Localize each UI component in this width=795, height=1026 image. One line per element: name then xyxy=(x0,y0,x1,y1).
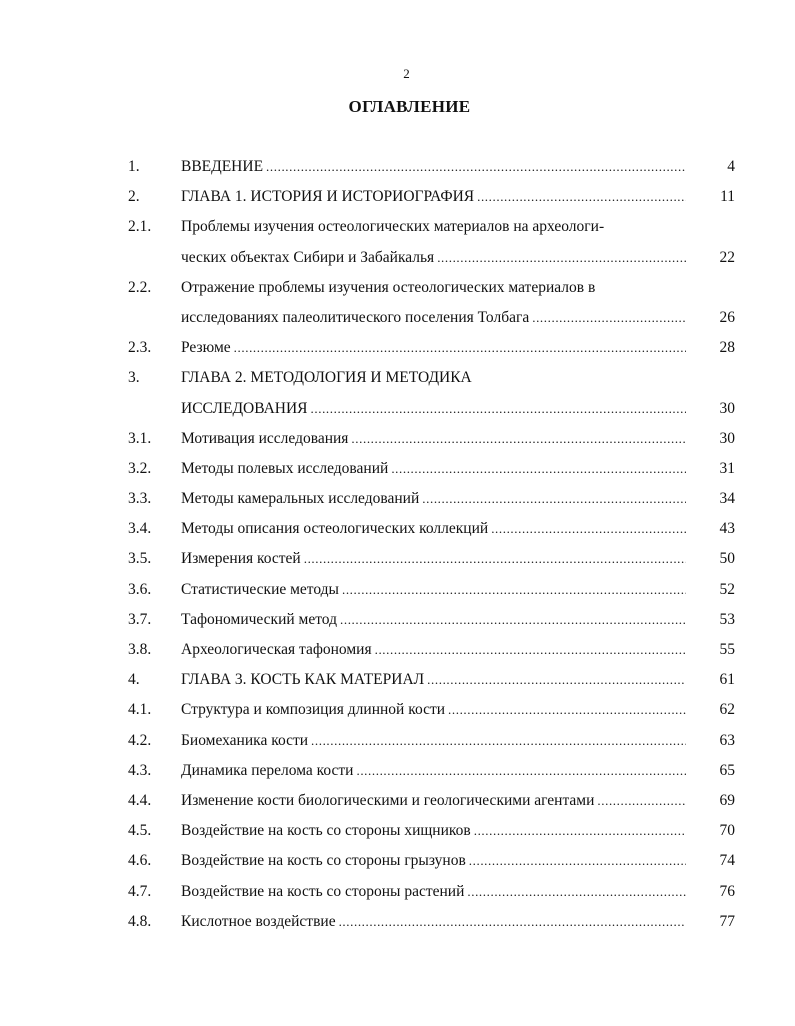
toc-entry-number: 3.5. xyxy=(128,550,152,568)
toc-leader-dots xyxy=(353,756,686,786)
toc-entry-number: 2. xyxy=(128,188,140,206)
toc-entry-number: 4. xyxy=(128,671,140,689)
toc-leader-dots xyxy=(308,726,686,756)
toc-entry-number: 4.8. xyxy=(128,912,152,930)
toc-leader-dots xyxy=(348,424,686,454)
toc-entry-line xyxy=(0,756,795,786)
toc-entry-number: 3.7. xyxy=(128,610,152,628)
toc-entry-number: 2.3. xyxy=(128,339,152,357)
toc-entry-number: 4.7. xyxy=(128,882,152,900)
toc-entry-line xyxy=(0,152,795,182)
toc-entry-page: 34 xyxy=(719,490,735,508)
toc-entry-line xyxy=(0,877,795,907)
toc-entry-page: 31 xyxy=(719,459,735,477)
toc-leader-dots xyxy=(231,333,686,363)
toc-entry-number: 4.4. xyxy=(128,791,152,809)
toc-entry-title: ГЛАВА 2. МЕТОДОЛОГИЯ И МЕТОДИКА xyxy=(181,369,472,387)
toc-entry-title: Мотивация исследования xyxy=(181,429,349,447)
toc-entry-page: 4 xyxy=(727,158,735,175)
toc-leader-dots xyxy=(419,484,686,514)
toc-entry-page: 50 xyxy=(719,550,735,568)
toc-entry-page: 69 xyxy=(719,791,735,809)
toc-entry-line xyxy=(0,212,795,242)
toc-entry-title: Археологическая тафономия xyxy=(181,641,372,658)
toc-leader-dots xyxy=(445,695,686,725)
toc-leader-dots xyxy=(529,303,686,333)
toc-entry-page: 30 xyxy=(719,429,735,447)
page-title: ОГЛАВЛЕНИЕ xyxy=(348,97,471,116)
toc-entry-title: Измерения костей xyxy=(181,550,301,568)
toc-entry-page: 30 xyxy=(719,399,735,417)
toc-entry-number: 3.1. xyxy=(128,429,152,447)
toc-entry-line xyxy=(0,243,795,273)
toc-entry-title: Резюме xyxy=(181,339,231,357)
toc-entry-page: 22 xyxy=(719,248,735,266)
table-of-contents xyxy=(0,152,795,937)
toc-entry-title: Воздействие на кость со стороны растений xyxy=(181,882,465,900)
toc-entry-line xyxy=(0,333,795,363)
toc-entry-number: 1. xyxy=(128,158,140,175)
toc-entry-number: 4.6. xyxy=(128,852,152,870)
toc-entry-page: 53 xyxy=(719,610,735,628)
toc-entry-page: 70 xyxy=(719,822,735,840)
toc-leader-dots xyxy=(434,243,686,273)
toc-entry-title: Динамика перелома кости xyxy=(181,761,354,779)
toc-entry-page: 61 xyxy=(719,671,735,689)
toc-entry-line xyxy=(0,182,795,212)
toc-entry-line xyxy=(0,363,795,393)
toc-entry-line xyxy=(0,635,795,665)
toc-entry-title: Методы камеральных исследований xyxy=(181,490,420,508)
toc-entry-line xyxy=(0,454,795,484)
toc-entry-line xyxy=(0,514,795,544)
toc-entry-number: 4.3. xyxy=(128,761,152,779)
toc-entry-page: 52 xyxy=(719,580,735,598)
toc-entry-title: ГЛАВА 1. ИСТОРИЯ И ИСТОРИОГРАФИЯ xyxy=(181,188,475,206)
toc-entry-number: 2.1. xyxy=(128,218,152,236)
toc-entry-number: 3.4. xyxy=(128,520,152,538)
toc-entry-line xyxy=(0,303,795,333)
toc-entry-page: 11 xyxy=(720,188,735,206)
toc-entry-line xyxy=(0,907,795,937)
toc-entry-title: Статистические методы xyxy=(181,580,339,598)
toc-entry-line xyxy=(0,575,795,605)
toc-entry-line xyxy=(0,484,795,514)
toc-entry-number: 2.2. xyxy=(128,278,152,296)
toc-entry-number: 3.2. xyxy=(128,459,152,477)
toc-entry-page: 55 xyxy=(719,641,735,658)
toc-entry-title: исследованиях палеолитического поселения Толбага xyxy=(181,308,530,326)
toc-entry-line xyxy=(0,846,795,876)
toc-entry-line xyxy=(0,273,795,303)
toc-leader-dots xyxy=(263,152,686,182)
toc-leader-dots xyxy=(308,394,686,424)
toc-entry-number: 4.1. xyxy=(128,701,152,719)
toc-entry-title: ческих объектах Сибири и Забайкалья xyxy=(181,248,435,266)
toc-leader-dots xyxy=(466,846,686,876)
toc-entry-title: Отражение проблемы изучения остеологических материалов в xyxy=(181,278,596,296)
toc-entry-page: 77 xyxy=(719,912,735,930)
toc-leader-dots xyxy=(488,514,686,544)
toc-entry-title: Воздействие на кость со стороны хищников xyxy=(181,822,471,840)
toc-entry-page: 65 xyxy=(719,761,735,779)
toc-entry-number: 4.2. xyxy=(128,731,152,749)
toc-entry-title: ИССЛЕДОВАНИЯ xyxy=(181,399,308,417)
toc-entry-page: 74 xyxy=(719,852,735,870)
toc-leader-dots xyxy=(339,575,686,605)
toc-entry-line xyxy=(0,605,795,635)
toc-leader-dots xyxy=(594,786,686,816)
toc-leader-dots xyxy=(336,907,686,937)
toc-leader-dots xyxy=(372,635,686,665)
toc-entry-number: 3.6. xyxy=(128,580,152,598)
toc-entry-line xyxy=(0,695,795,725)
toc-entry-page: 63 xyxy=(719,731,735,749)
toc-leader-dots xyxy=(471,816,686,846)
toc-entry-title: Методы полевых исследований xyxy=(181,459,389,477)
toc-leader-dots xyxy=(337,605,686,635)
toc-entry-line xyxy=(0,394,795,424)
toc-entry-number: 3.3. xyxy=(128,490,152,508)
toc-entry-line xyxy=(0,544,795,574)
toc-entry-title: ГЛАВА 3. КОСТЬ КАК МАТЕРИАЛ xyxy=(181,671,425,689)
toc-entry-page: 26 xyxy=(719,308,735,326)
toc-leader-dots xyxy=(388,454,686,484)
toc-leader-dots xyxy=(464,877,686,907)
toc-entry-title: Кислотное воздействие xyxy=(181,912,336,930)
toc-entry-number: 4.5. xyxy=(128,822,152,840)
toc-leader-dots xyxy=(424,665,686,695)
toc-entry-line xyxy=(0,424,795,454)
toc-entry-title: Воздействие на кость со стороны грызунов xyxy=(181,852,466,870)
toc-entry-title: ВВЕДЕНИЕ xyxy=(181,158,264,175)
toc-leader-dots xyxy=(474,182,686,212)
toc-entry-line xyxy=(0,726,795,756)
toc-entry-title: Методы описания остеологических коллекций xyxy=(181,520,489,538)
toc-entry-line xyxy=(0,816,795,846)
toc-entry-number: 3.8. xyxy=(128,641,152,658)
toc-entry-title: Структура и композиция длинной кости xyxy=(181,701,446,719)
toc-entry-page: 43 xyxy=(719,520,735,538)
toc-entry-title: Тафономический метод xyxy=(181,610,337,628)
toc-entry-number: 3. xyxy=(128,369,140,387)
toc-entry-page: 28 xyxy=(719,339,735,357)
toc-entry-page: 76 xyxy=(719,882,735,900)
toc-entry-line xyxy=(0,665,795,695)
page-number: 2 xyxy=(403,66,410,81)
toc-entry-page: 62 xyxy=(719,701,735,719)
toc-entry-title: Биомеханика кости xyxy=(181,731,309,749)
toc-entry-line xyxy=(0,786,795,816)
toc-entry-title: Проблемы изучения остеологических материалов на археологи- xyxy=(181,218,605,236)
toc-leader-dots xyxy=(301,544,686,574)
toc-entry-title: Изменение кости биологическими и геологическими агентами xyxy=(181,791,595,809)
